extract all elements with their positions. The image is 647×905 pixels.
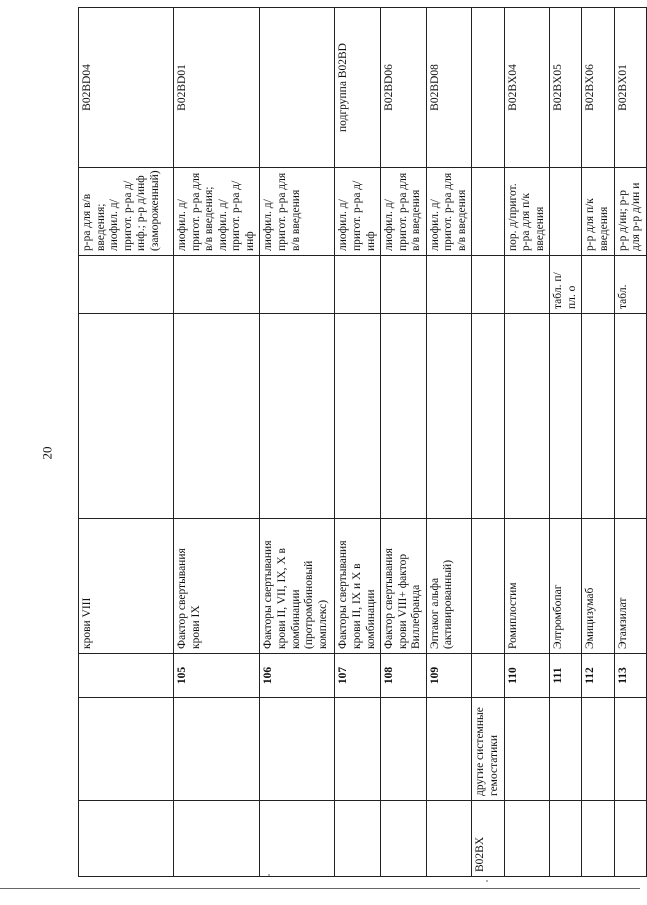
row-number xyxy=(472,654,504,698)
group-name: другие системные гемостатики xyxy=(472,698,504,801)
table-row xyxy=(472,8,504,877)
atc-code: B02BD08 xyxy=(426,8,472,168)
drug-name: Фактор свертывания крови IX xyxy=(174,519,260,654)
group-name xyxy=(381,698,427,801)
page-bottom-rule xyxy=(0,888,640,889)
atc-group-code xyxy=(79,801,174,877)
blank-cell xyxy=(472,314,504,519)
row-number: 109 xyxy=(426,654,472,698)
table-row xyxy=(335,8,381,877)
group-name xyxy=(504,698,550,801)
atc-group-code xyxy=(381,801,427,877)
table-row xyxy=(582,8,614,877)
scan-speck xyxy=(486,880,488,882)
blank-cell xyxy=(174,314,260,519)
blank-cell xyxy=(582,314,614,519)
atc-code: B02BX04 xyxy=(504,8,550,168)
atc-code: B02BD01 xyxy=(174,8,260,168)
table-row xyxy=(260,8,335,877)
atc-code xyxy=(260,8,335,168)
group-name xyxy=(426,698,472,801)
group-name xyxy=(582,698,614,801)
drug-table xyxy=(78,7,647,877)
atc-group-code: B02BX xyxy=(472,801,504,877)
drug-name: Эптаког альфа (активированный) xyxy=(426,519,472,654)
dosage-form: лиофил. д/пригот. р-ра д/инф xyxy=(335,168,381,256)
drug-name xyxy=(472,519,504,654)
dosage-form: р-ра для в/в введения; лиофил. д/пригот. р-ра д/инф.; р-р д/инф (замороженный) xyxy=(79,168,174,256)
group-name xyxy=(335,698,381,801)
blank-cell xyxy=(614,314,646,519)
atc-code: B02BX06 xyxy=(582,8,614,168)
table-row xyxy=(550,8,582,877)
dosage-form: лиофил. д/пригот. р-ра для в/в введения xyxy=(260,168,335,256)
row-number: 111 xyxy=(550,654,582,698)
scan-speck xyxy=(268,874,270,876)
dosage-form-tablet xyxy=(79,256,174,314)
atc-group-code xyxy=(426,801,472,877)
group-name xyxy=(79,698,174,801)
drug-name: Ромиплостим xyxy=(504,519,550,654)
atc-code xyxy=(472,8,504,168)
atc-group-code xyxy=(550,801,582,877)
row-number: 113 xyxy=(614,654,646,698)
drug-name: Этамзилат xyxy=(614,519,646,654)
row-number: 108 xyxy=(381,654,427,698)
blank-cell xyxy=(426,314,472,519)
dosage-form-tablet xyxy=(426,256,472,314)
dosage-form-tablet xyxy=(504,256,550,314)
group-name xyxy=(260,698,335,801)
drug-name: Эмицизумаб xyxy=(582,519,614,654)
dosage-form-tablet: табл. xyxy=(614,256,646,314)
dosage-form-tablet xyxy=(381,256,427,314)
group-name xyxy=(614,698,646,801)
dosage-form xyxy=(550,168,582,256)
dosage-form xyxy=(472,168,504,256)
blank-cell xyxy=(260,314,335,519)
atc-group-code xyxy=(174,801,260,877)
atc-group-code xyxy=(582,801,614,877)
blank-cell xyxy=(381,314,427,519)
dosage-form-tablet xyxy=(335,256,381,314)
atc-group-code xyxy=(335,801,381,877)
dosage-form-tablet: табл. п/пл. о xyxy=(550,256,582,314)
dosage-form: р-р д/ин; р-р для р-р д/ин и xyxy=(614,168,646,256)
table-row xyxy=(174,8,260,877)
group-name xyxy=(550,698,582,801)
atc-code: B02BX01 xyxy=(614,8,646,168)
dosage-form-tablet xyxy=(582,256,614,314)
dosage-form: пор. д/пригот. р-ра для п/к введения xyxy=(504,168,550,256)
atc-code: B02BD06 xyxy=(381,8,427,168)
dosage-form: лиофил. д/пригот. р-ра для в/в введения; лиофил. д/пригот. р-ра д/инф xyxy=(174,168,260,256)
drug-name: Элтромбопаг xyxy=(550,519,582,654)
row-number: 105 xyxy=(174,654,260,698)
dosage-form: р-р для п/к введения xyxy=(582,168,614,256)
row-number: 107 xyxy=(335,654,381,698)
drug-name: Факторы свертывания крови II, IX и X в комбинации xyxy=(335,519,381,654)
row-number: 106 xyxy=(260,654,335,698)
blank-cell xyxy=(550,314,582,519)
row-number: 110 xyxy=(504,654,550,698)
group-name xyxy=(174,698,260,801)
dosage-form-tablet xyxy=(174,256,260,314)
table-row xyxy=(381,8,427,877)
drug-name: Факторы свертывания крови II, VII, IX, X в комбинации (протромбиновый комплекс) xyxy=(260,519,335,654)
atc-group-code xyxy=(614,801,646,877)
blank-cell xyxy=(504,314,550,519)
row-number: 112 xyxy=(582,654,614,698)
blank-cell xyxy=(335,314,381,519)
atc-code: B02BD04 xyxy=(79,8,174,168)
atc-group-code xyxy=(504,801,550,877)
row-number xyxy=(79,654,174,698)
drug-name: крови VIII xyxy=(79,519,174,654)
table-row xyxy=(504,8,550,877)
blank-cell xyxy=(79,314,174,519)
table-row xyxy=(79,8,174,877)
dosage-form-tablet xyxy=(260,256,335,314)
dosage-form-tablet xyxy=(472,256,504,314)
atc-code: подгруппа B02BD xyxy=(335,8,381,168)
page-number: 20 xyxy=(39,446,55,460)
table-row xyxy=(426,8,472,877)
dosage-form-tail: р-р д/ин и xyxy=(630,182,643,235)
table-row xyxy=(614,8,646,877)
table-container xyxy=(78,8,643,877)
atc-group-code xyxy=(260,801,335,877)
dosage-form: лиофил. д/пригот. р-ра для в/в введения xyxy=(381,168,427,256)
atc-code: B02BX05 xyxy=(550,8,582,168)
dosage-form: лиофил. д/пригот. р-ра для в/в введения xyxy=(426,168,472,256)
drug-name: Фактор свертывания крови VIII+ фактор Виллебранда xyxy=(381,519,427,654)
